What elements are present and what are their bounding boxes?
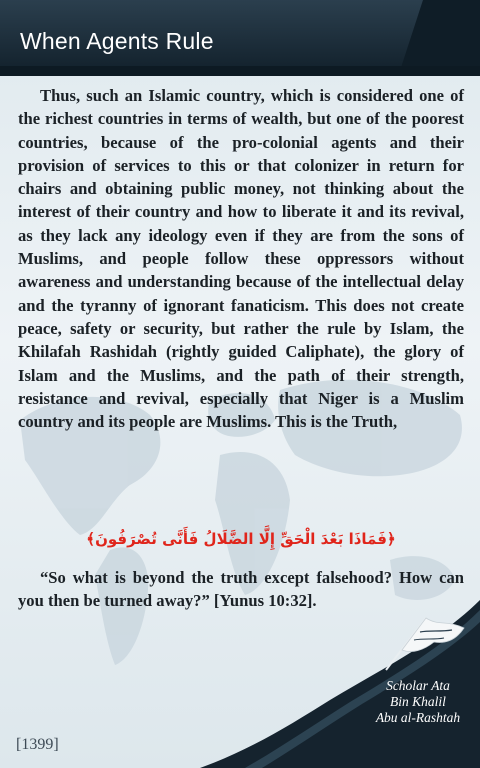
signature-line-2: Bin Khalil	[390, 694, 446, 709]
header-divider	[0, 66, 480, 76]
arabic-verse: ﴿فَمَاذَا بَعْدَ الْحَقِّ إِلَّا الضَّلَالُ فَأَنَّى تُصْرَفُونَ﴾	[86, 530, 396, 548]
header-bar	[0, 0, 480, 70]
page-title: When Agents Rule	[20, 28, 214, 54]
body-paragraph: Thus, such an Islamic country, which is considered one of the richest countries in terms of wealth, but one of the poorest countries, because of the pro-colonial agents and their provision of services to this or that colonizer in return for chairs and obtaining public money, not thinking about the interest of their country and how to liberate it and its revival, as they lack any ideology even if they are from the sons of Muslims, and people follow these oppressors without awareness and understanding because of the intellectual delay and the tyranny of ignorant fanaticism. This does not create peace, safety or security, but rather the rule by Islam, the Khilafah Rashidah (rightly guided Caliphate), the glory of Islam and the Muslims, and the path of their strength, resistance and revival, especially that Niger is a Muslim country and its people are Muslims. This is the Truth,	[18, 86, 464, 432]
author-signature	[368, 678, 468, 726]
header-decoration	[391, 0, 480, 70]
verse-translation: “So what is beyond the truth except falsehood? How can you then be turned away?” [Yunus 10:32].	[18, 568, 464, 611]
signature-line-3: Abu al-Rashtah	[375, 710, 461, 725]
page-number: [1399]	[16, 736, 59, 753]
flag-icon	[368, 614, 466, 674]
signature-line-1: Scholar Ata	[386, 678, 450, 693]
